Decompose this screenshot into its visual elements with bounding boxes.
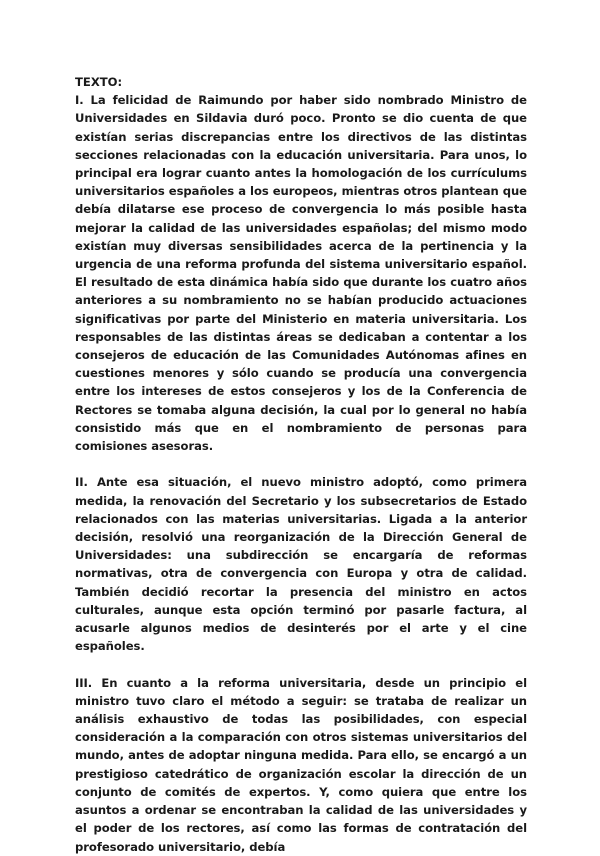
document-heading: TEXTO: — [75, 75, 123, 89]
paragraph-2: II. Ante esa situación, el nuevo ministro adoptó, como primera medida, la renovación del Secretario y los subsecretarios de Estado relacionados con las materias universitarias. Ligada a la anterior decisión, resolvió una reorganización de la Dirección General de Universidades: una subdirección se encargaría de reformas normativas, otra de convergencia con Europa y otra de calidad. También decidió recortar la presencia del ministro en actos culturales, aunque esta opción terminó por pasarle factura, al acusarle algunos medios de desinterés por el arte y el cine españoles. — [75, 475, 527, 654]
paragraph-1: I. La felicidad de Raimundo por haber sido nombrado Ministro de Universidades en Sildavia duró poco. Pronto se dio cuenta de que existían serias discrepancias entre los directivos de las distintas secciones relacionadas con la educación universitaria. Para unos, lo principal era lograr cuanto antes la homologación de los currículums universitarios españoles a los europeos, mientras otros plantean que debía dilatarse ese proceso de convergencia lo más posible hasta mejorar la calidad de las universidades españolas; del mismo modo existían muy diversas sensibilidades acerca de la pertinencia y la urgencia de una reforma profunda del sistema universitario español. El resultado de esta dinámica había sido que durante los cuatro años anteriores a su nombramiento no se habían producido actuaciones significativas por parte del Ministerio en materia universitaria. Los responsables de las distintas áreas se dedicaban a contentar a los consejeros de educación de las Comunidades Autónomas afines en cuestiones menores y sólo cuando se producía una convergencia entre los intereses de estos consejeros y los de la Conferencia de Rectores se tomaba alguna decisión, la cual por lo general no había consistido más que en el nombramiento de personas para comisiones asesoras. — [75, 93, 527, 454]
document-page — [75, 73, 527, 856]
paragraph-3: III. En cuanto a la reforma universitaria, desde un principio el ministro tuvo claro el método a seguir: se trataba de realizar un análisis exhaustivo de todas las posibilidades, con especial consideración a la comparación con otros sistemas universitarios del mundo, antes de adoptar ninguna medida. Para ello, se encargó a un prestigioso catedrático de organización escolar la dirección de un conjunto de comités de expertos. Y, como quiera que entre los asuntos a ordenar se encontraban la calidad de las universidades y el poder de los rectores, así como las formas de contratación del profesorado universitario, debía — [75, 675, 527, 854]
